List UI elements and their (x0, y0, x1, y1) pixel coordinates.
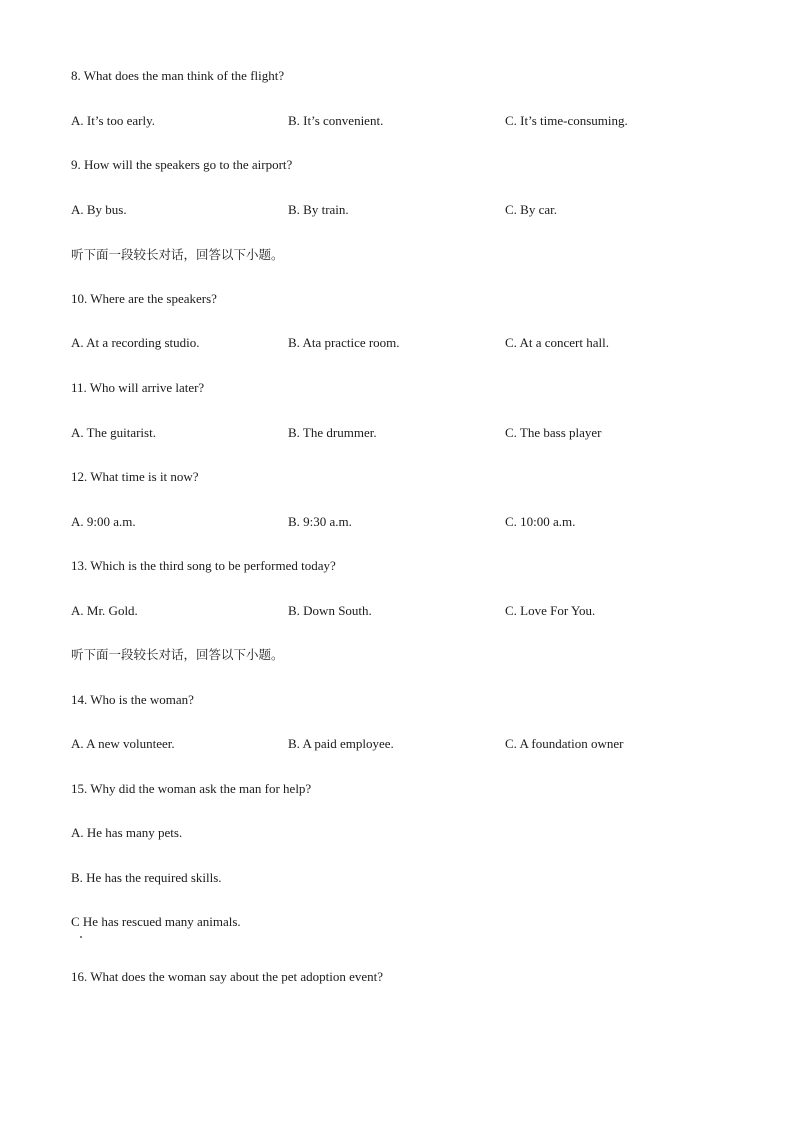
question-10-stem: 10. Where are the speakers? (71, 291, 217, 306)
option-c[interactable]: C. It’s time-consuming. (505, 113, 628, 128)
option-c[interactable]: C. A foundation owner (505, 736, 624, 751)
option-a[interactable]: A. 9:00 a.m. (71, 514, 136, 529)
option-a[interactable]: A. He has many pets. (71, 825, 183, 840)
option-a[interactable]: A. The guitarist. (71, 425, 156, 440)
option-b[interactable]: B. By train. (288, 202, 349, 217)
option-a[interactable]: A. It’s too early. (71, 113, 155, 128)
question-14-stem: 14. Who is the woman? (71, 692, 194, 707)
question-9-stem: 9. How will the speakers go to the airport? (71, 157, 293, 172)
option-c[interactable]: C. At a concert hall. (505, 335, 609, 350)
question-14-options (71, 736, 731, 752)
option-b[interactable]: B. Down South. (288, 603, 372, 618)
question-9-options (71, 202, 731, 218)
option-b[interactable]: B. Ata practice room. (288, 335, 400, 350)
option-a[interactable]: A. Mr. Gold. (71, 603, 138, 618)
option-b[interactable]: B. 9:30 a.m. (288, 514, 352, 529)
section-instruction: 听下面一段较长对话，回答以下小题。 (71, 647, 284, 662)
question-13-stem: 13. Which is the third song to be performed today? (71, 558, 336, 573)
option-a[interactable]: A. By bus. (71, 202, 127, 217)
option-a[interactable]: A. A new volunteer. (71, 736, 175, 751)
section-instruction: 听下面一段较长对话，回答以下小题。 (71, 247, 284, 262)
question-13-options (71, 603, 731, 619)
question-12-stem: 12. What time is it now? (71, 469, 199, 484)
question-15-stem: 15. Why did the woman ask the man for help? (71, 781, 312, 796)
option-b[interactable]: B. A paid employee. (288, 736, 394, 751)
question-16-stem: 16. What does the woman say about the pet adoption event? (71, 969, 384, 984)
question-8-options (71, 113, 731, 129)
question-11-stem: 11. Who will arrive later? (71, 380, 205, 395)
option-c[interactable]: C. By car. (505, 202, 557, 217)
option-b[interactable]: B. He has the required skills. (71, 870, 222, 885)
question-8-stem: 8. What does the man think of the flight? (71, 68, 285, 83)
option-c[interactable]: C. Love For You. (505, 603, 596, 618)
question-10-options (71, 335, 731, 351)
option-c[interactable]: C. The bass player (505, 425, 602, 440)
question-11-options (71, 425, 731, 441)
stray-dot-mark (80, 936, 82, 938)
option-b[interactable]: B. It’s convenient. (288, 113, 384, 128)
question-12-options (71, 514, 731, 530)
option-c[interactable]: C. 10:00 a.m. (505, 514, 576, 529)
option-b[interactable]: B. The drummer. (288, 425, 377, 440)
option-c[interactable]: C He has rescued many animals. (71, 914, 241, 929)
option-a[interactable]: A. At a recording studio. (71, 335, 200, 350)
